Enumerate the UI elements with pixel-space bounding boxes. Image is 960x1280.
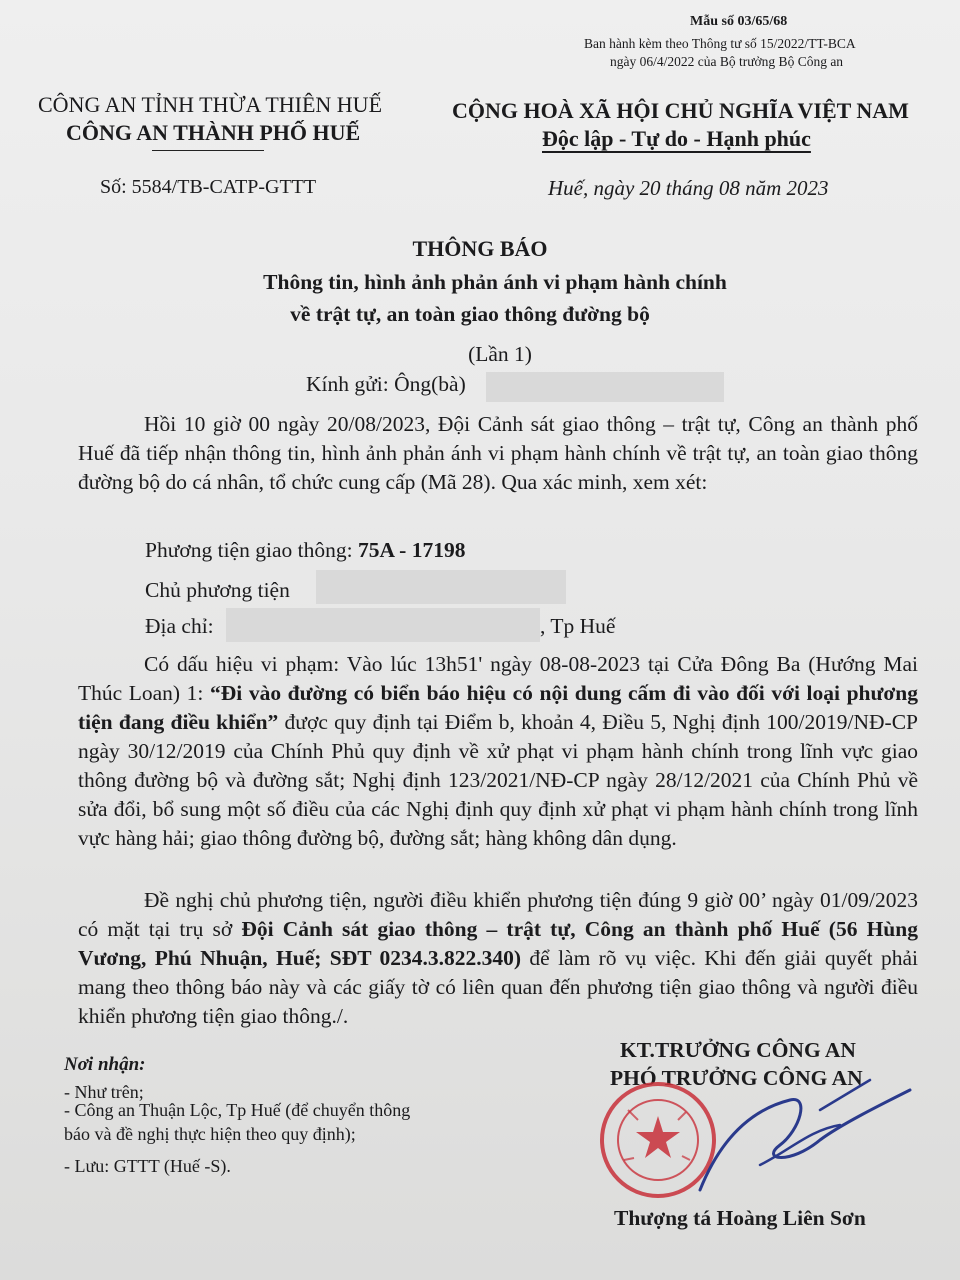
doc-title: THÔNG BÁO (412, 236, 548, 261)
violation-legal-basis: được quy định tại Điểm b, khoản 4, Điều 5, Nghị định 100/2019/NĐ-CP ngày 30/12/2019 của Chính Phủ quy định về xử phạt vi phạm hành chính trong lĩnh vực giao thông đường bộ và đường sắt; Nghị định 123/2021/NĐ-CP ngày 28/12/2021 của Chính Phủ về sửa đổi, bổ sung một số điều của các Nghị định quy định xử phạt vi phạm hành chính trong lĩnh vực hàng hải; giao thông đường bộ, đường sắt; hàng không dân dụng. (78, 710, 918, 850)
recipient-item-3: - Lưu: GTTT (Huế -S). (64, 1156, 231, 1176)
request-location: Đội Cảnh sát giao thông – trật tự, Công an thành phố Huế (56 Hùng Vương, Phú Nhuận, Huế; SĐT 0234.3.822.340) (78, 917, 918, 970)
form-issued-line: Ban hành kèm theo Thông tư số 15/2022/TT-BCA (584, 36, 856, 51)
paragraph-request (78, 886, 918, 1031)
recipient-item-2a: - Công an Thuận Lộc, Tp Huế (để chuyển thông (64, 1100, 411, 1120)
recipient-name-redacted (486, 372, 724, 402)
paragraph-violation (78, 650, 918, 853)
request-rest: để làm rõ vụ việc. Khi đến giải quyết phải mang theo thông báo này và các giấy tờ có liên quan đến phương tiện giao thông và người điều khiển phương tiện giao thông./. (78, 946, 918, 1028)
doc-subtitle-1: Thông tin, hình ảnh phản ánh vi phạm hành chính (263, 270, 727, 294)
vehicle-plate: 75A - 17198 (357, 538, 466, 562)
address-label: Địa chỉ: (145, 614, 214, 638)
signer-name: Thượng tá Hoàng Liên Sơn (614, 1206, 866, 1230)
paragraph-receipt: Hồi 10 giờ 00 ngày 20/08/2023, Đội Cảnh sát giao thông – trật tự, Công an thành phố Huế đã tiếp nhận thông tin, hình ảnh phản ánh vi phạm hành chính về trật tự, an toàn giao thông đường bộ do cá nhân, tổ chức cung cấp (Mã 28). Qua xác minh, xem xét: (78, 412, 918, 494)
owner-name-redacted (316, 570, 566, 604)
place-date: Huế, ngày 20 tháng 08 năm 2023 (548, 176, 829, 200)
agency-underline (152, 150, 264, 151)
recipient-item-2b: báo và đề nghị thực hiện theo quy định); (64, 1124, 356, 1144)
attempt-number: (Lần 1) (468, 342, 532, 366)
violation-description: “Đi vào đường có biển báo hiệu có nội dung cấm đi vào đối với loại phương tiện đang điều khiển” (78, 681, 918, 734)
form-number: Mẫu số 03/65/68 (690, 14, 788, 29)
agency-name: CÔNG AN THÀNH PHỐ HUẾ (66, 120, 361, 145)
recipient-label: Kính gửi: Ông(bà) (306, 372, 466, 396)
doc-number: Số: 5584/TB-CATP-GTTT (100, 176, 317, 198)
address-suffix: , Tp Huế (540, 614, 616, 638)
owner-label: Chủ phương tiện (145, 578, 290, 602)
recipients-heading: Nơi nhận: (64, 1054, 146, 1075)
violation-intro: Có dấu hiệu vi phạm: Vào lúc 13h51' ngày 08-08-2023 tại Cửa Đông Ba (Hướng Mai Thúc Loan) 1: (78, 652, 918, 705)
vehicle-label: Phương tiện giao thông: (145, 538, 358, 562)
nation-name: CỘNG HOÀ XÃ HỘI CHỦ NGHĨA VIỆT NAM (452, 98, 909, 123)
signature (640, 1070, 920, 1200)
nation-motto: Độc lập - Tự do - Hạnh phúc (542, 126, 811, 151)
agency-parent: CÔNG AN TỈNH THỪA THIÊN HUẾ (38, 92, 383, 117)
recipient-item-1: - Như trên; (64, 1082, 144, 1102)
address-redacted (226, 608, 540, 642)
doc-subtitle-2: về trật tự, an toàn giao thông đường bộ (290, 302, 650, 326)
request-intro: Đề nghị chủ phương tiện, người điều khiển phương tiện đúng 9 giờ 00’ ngày 01/09/2023 có mặt tại trụ sở (78, 888, 918, 941)
vehicle-line (145, 536, 465, 565)
signer-line-2: PHÓ TRƯỞNG CÔNG AN (610, 1066, 863, 1090)
form-date-line: ngày 06/4/2022 của Bộ trưởng Bộ Công an (610, 54, 844, 69)
signer-line-1: KT.TRƯỞNG CÔNG AN (620, 1038, 856, 1062)
